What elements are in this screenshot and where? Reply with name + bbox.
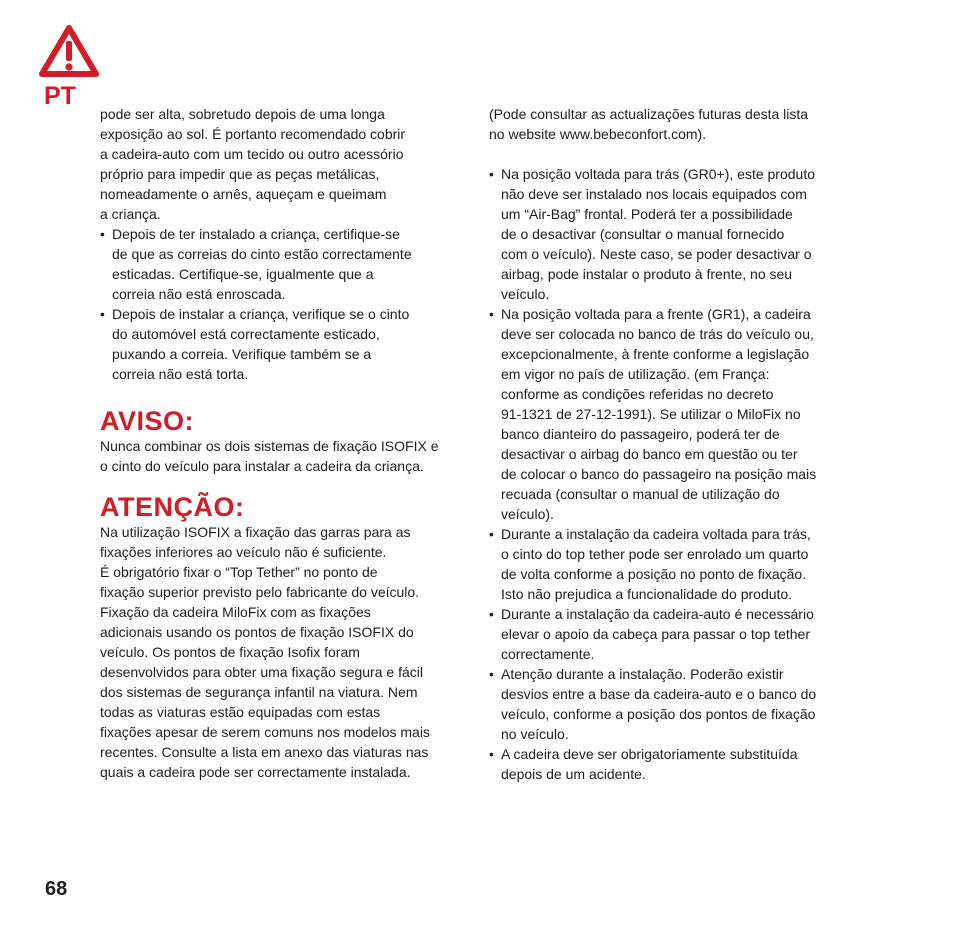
- text-line: Fixação da cadeira MiloFix com as fixações: [100, 604, 371, 620]
- text-line: nomeadamente o arnês, aqueçam e queimam: [100, 186, 387, 202]
- text-line: de colocar o banco do passageiro na posição mais: [501, 466, 817, 482]
- text-line: airbag, pode instalar o produto à frente, no seu: [501, 266, 793, 282]
- text-line: de o desactivar (consultar o manual fornecido: [501, 226, 785, 242]
- text-line: banco dianteiro do passageiro, poderá ter de: [501, 426, 780, 442]
- text-line: 91-1321 de 27-12-1991). Se utilizar o MiloFix no: [501, 406, 801, 422]
- text-line: não deve ser instalado nos locais equipados com: [501, 186, 807, 202]
- text-line: • Depois de instalar a criança, verifique se o cinto: [112, 306, 410, 322]
- bullet-item: [489, 304, 851, 524]
- bullet-item: [489, 164, 851, 304]
- text-line: no veículo.: [501, 726, 569, 742]
- bullet-item: [100, 224, 462, 304]
- aviso-heading: AVISO:: [100, 406, 195, 436]
- aviso-paragraph: [100, 436, 462, 476]
- bullet-item: [489, 744, 851, 784]
- text-line: • Na posição voltada para a frente (GR1), a cadeira: [501, 306, 811, 322]
- text-line: pode ser alta, sobretudo depois de uma longa: [100, 106, 385, 122]
- text-line: correia não está torta.: [112, 366, 249, 382]
- text-line: desvios entre a base da cadeira-auto e o banco do: [501, 686, 817, 702]
- text-line: em vigor no país de utilização. (em França:: [501, 366, 770, 382]
- text-line: adicionais usando os pontos de fixação ISOFIX do: [100, 624, 414, 640]
- text-line: elevar o apoio da cabeça para passar o top tether: [501, 626, 810, 642]
- text-line: desactivar o airbag do banco em questão ou ter: [501, 446, 798, 462]
- text-line: do automóvel está correctamente esticado,: [112, 326, 380, 342]
- text-line: fixações apesar de serem comuns nos modelos mais: [100, 724, 430, 740]
- text-line: com o veículo). Neste caso, se poder desactivar o: [501, 246, 812, 262]
- text-line: recuada (consultar o manual de utilização do: [501, 486, 780, 502]
- text-line: de volta conforme a posição no ponto de fixação.: [501, 566, 807, 582]
- page-number: 68: [45, 878, 68, 900]
- text-line: Nunca combinar os dois sistemas de fixação ISOFIX e: [100, 438, 439, 454]
- bullet-item: [489, 664, 851, 744]
- text-line: a criança.: [100, 206, 161, 222]
- text-line: • Atenção durante a instalação. Poderão existir: [501, 666, 784, 682]
- bullet-item: [489, 524, 851, 604]
- text-line: dos sistemas de segurança infantil na viatura. Nem: [100, 684, 418, 700]
- intro-paragraph: [100, 104, 462, 224]
- text-line: conforme as condições referidas no decreto: [501, 386, 774, 402]
- left-column: [100, 104, 462, 782]
- bullet-item: [489, 604, 851, 664]
- text-line: o cinto do top tether pode ser enrolado um quarto: [501, 546, 809, 562]
- text-line: depois de um acidente.: [501, 766, 646, 782]
- text-line: • Durante a instalação da cadeira voltada para trás,: [501, 526, 811, 542]
- right-column: [489, 104, 851, 784]
- bullet-item: [100, 304, 462, 384]
- text-line: veículo, conforme a posição dos pontos de fixação: [501, 706, 816, 722]
- paragraph-gap: [489, 144, 851, 164]
- text-line: puxando a correia. Verifique também se a: [112, 346, 372, 362]
- text-line: desenvolvidos para obter uma fixação segura e fácil: [100, 664, 423, 680]
- atencao-heading: ATENÇÃO:: [100, 492, 245, 522]
- text-line: • Durante a instalação da cadeira-auto é necessário: [501, 606, 814, 622]
- language-code: PT: [44, 82, 76, 110]
- text-line: próprio para impedir que as peças metálicas,: [100, 166, 380, 182]
- text-line: Isto não prejudica a funcionalidade do produto.: [501, 586, 793, 602]
- text-line: correia não está enroscada.: [112, 286, 286, 302]
- text-line: todas as viaturas estão equipadas com estas: [100, 704, 381, 720]
- text-line: fixação superior previsto pelo fabricante do veículo.: [100, 584, 420, 600]
- text-line: quais a cadeira pode ser correctamente instalada.: [100, 764, 411, 780]
- text-line: esticadas. Certifique-se, igualmente que a: [112, 266, 374, 282]
- atencao-paragraph: [100, 522, 462, 782]
- text-line: fixações inferiores ao veículo não é suficiente.: [100, 544, 387, 560]
- text-line: deve ser colocada no banco de trás do veículo ou,: [501, 326, 814, 342]
- text-line: Na utilização ISOFIX a fixação das garras para as: [100, 524, 411, 540]
- warning-triangle-icon: [36, 22, 102, 82]
- text-line: um “Air-Bag” frontal. Poderá ter a possibilidade: [501, 206, 793, 222]
- text-line: o cinto do veículo para instalar a cadeira da criança.: [100, 458, 424, 474]
- text-line: a cadeira-auto com um tecido ou outro acessório: [100, 146, 404, 162]
- text-line: excepcionalmente, à frente conforme a legislação: [501, 346, 810, 362]
- text-line: É obrigatório fixar o “Top Tether” no ponto de: [100, 564, 378, 580]
- text-line: correctamente.: [501, 646, 595, 662]
- text-line: (Pode consultar as actualizações futuras desta lista: [489, 106, 809, 122]
- text-line: de que as correias do cinto estão correctamente: [112, 246, 412, 262]
- text-line: recentes. Consulte a lista em anexo das viaturas nas: [100, 744, 429, 760]
- text-line: veículo).: [501, 506, 554, 522]
- text-line: veículo.: [501, 286, 550, 302]
- text-line: • A cadeira deve ser obrigatoriamente substituída: [501, 746, 798, 762]
- text-line: exposição ao sol. É portanto recomendado cobrir: [100, 126, 406, 142]
- text-line: • Na posição voltada para trás (GR0+), este produto: [501, 166, 816, 182]
- intro-paragraph: [489, 104, 851, 144]
- text-line: veículo. Os pontos de fixação Isofix foram: [100, 644, 360, 660]
- text-line: • Depois de ter instalado a criança, certifique-se: [112, 226, 400, 242]
- text-line: no website www.bebeconfort.com).: [489, 126, 707, 142]
